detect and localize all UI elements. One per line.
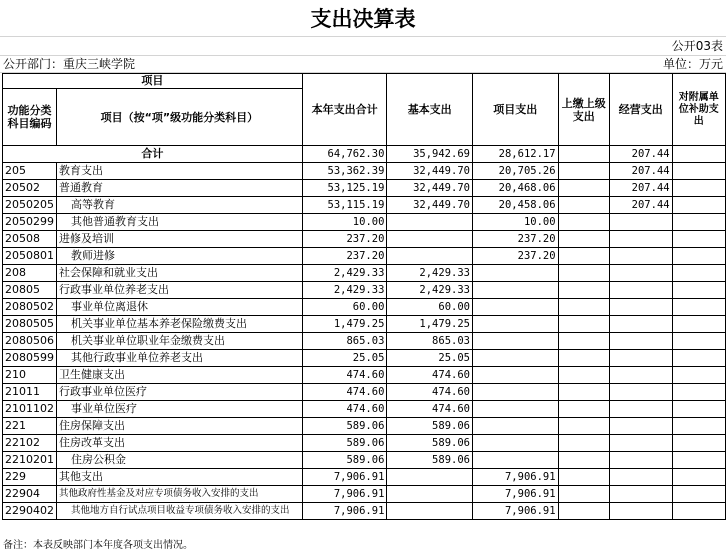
subsidy-cell xyxy=(672,503,725,520)
department-label: 公开部门：重庆三峡学院 xyxy=(3,57,136,71)
upper-cell xyxy=(558,384,609,401)
name-cell: 机关事业单位职业年金缴费支出 xyxy=(57,333,303,350)
subsidy-cell xyxy=(672,197,725,214)
header-business: 经营支出 xyxy=(609,74,672,146)
business-cell: 207.44 xyxy=(609,163,672,180)
name-cell: 事业单位医疗 xyxy=(57,401,303,418)
subsidy-cell xyxy=(672,435,725,452)
name-cell: 住房改革支出 xyxy=(57,435,303,452)
table-code: 公开03表 xyxy=(671,39,723,53)
code-cell: 221 xyxy=(3,418,57,435)
table-row xyxy=(3,299,726,316)
name-cell: 其他普通教育支出 xyxy=(57,214,303,231)
table-row xyxy=(3,214,726,231)
business-cell xyxy=(609,384,672,401)
business-cell xyxy=(609,265,672,282)
project-cell xyxy=(472,435,558,452)
business-cell xyxy=(609,486,672,503)
basic-cell xyxy=(387,469,473,486)
name-cell: 事业单位离退休 xyxy=(57,299,303,316)
upper-cell xyxy=(558,231,609,248)
subsidy-cell xyxy=(672,146,725,163)
table-row xyxy=(3,180,726,197)
upper-cell xyxy=(558,367,609,384)
subsidy-cell xyxy=(672,418,725,435)
upper-cell xyxy=(558,163,609,180)
upper-cell xyxy=(558,452,609,469)
total-cell: 53,125.19 xyxy=(302,180,387,197)
basic-cell: 865.03 xyxy=(387,333,473,350)
code-cell: 210 xyxy=(3,367,57,384)
code-cell: 22904 xyxy=(3,486,57,503)
name-cell: 其他地方自行试点项目收益专项债务收入安排的支出 xyxy=(57,503,303,520)
subsidy-cell xyxy=(672,401,725,418)
upper-cell xyxy=(558,486,609,503)
name-cell: 住房保障支出 xyxy=(57,418,303,435)
business-cell xyxy=(609,248,672,265)
name-cell: 其他支出 xyxy=(57,469,303,486)
name-cell: 教育支出 xyxy=(57,163,303,180)
basic-cell: 32,449.70 xyxy=(387,180,473,197)
subsidy-cell xyxy=(672,469,725,486)
code-cell: 2080506 xyxy=(3,333,57,350)
code-cell: 229 xyxy=(3,469,57,486)
subsidy-cell xyxy=(672,265,725,282)
basic-cell: 2,429.33 xyxy=(387,265,473,282)
upper-cell xyxy=(558,418,609,435)
basic-cell xyxy=(387,486,473,503)
footnote: 备注：本表反映部门本年度各项支出情况。 xyxy=(3,540,193,551)
code-cell: 2050299 xyxy=(3,214,57,231)
business-cell xyxy=(609,299,672,316)
total-cell: 474.60 xyxy=(302,401,387,418)
basic-cell: 589.06 xyxy=(387,452,473,469)
subsidy-cell xyxy=(672,486,725,503)
business-cell xyxy=(609,452,672,469)
header-upper: 上缴上级支出 xyxy=(558,74,609,146)
project-cell: 28,612.17 xyxy=(472,146,558,163)
project-cell: 20,705.26 xyxy=(472,163,558,180)
upper-cell xyxy=(558,180,609,197)
business-cell xyxy=(609,316,672,333)
table-row xyxy=(3,486,726,503)
project-cell xyxy=(472,418,558,435)
total-cell: 25.05 xyxy=(302,350,387,367)
project-cell xyxy=(472,265,558,282)
project-cell xyxy=(472,282,558,299)
project-cell xyxy=(472,384,558,401)
total-cell: 237.20 xyxy=(302,248,387,265)
upper-cell xyxy=(558,265,609,282)
header-subsidy: 对附属单位补助支出 xyxy=(672,74,725,146)
business-cell: 207.44 xyxy=(609,146,672,163)
name-cell: 进修及培训 xyxy=(57,231,303,248)
project-cell: 7,906.91 xyxy=(472,469,558,486)
basic-cell: 1,479.25 xyxy=(387,316,473,333)
name-cell: 高等教育 xyxy=(57,197,303,214)
project-cell xyxy=(472,367,558,384)
basic-cell: 589.06 xyxy=(387,418,473,435)
basic-cell: 474.60 xyxy=(387,384,473,401)
upper-cell xyxy=(558,197,609,214)
total-cell: 2,429.33 xyxy=(302,265,387,282)
upper-cell xyxy=(558,299,609,316)
total-cell: 64,762.30 xyxy=(302,146,387,163)
total-cell: 7,906.91 xyxy=(302,469,387,486)
header-item: 项目 xyxy=(3,74,303,89)
header-code: 功能分类科目编码 xyxy=(3,89,57,146)
code-cell: 22102 xyxy=(3,435,57,452)
project-cell xyxy=(472,452,558,469)
upper-cell xyxy=(558,469,609,486)
subsidy-cell xyxy=(672,452,725,469)
project-cell: 10.00 xyxy=(472,214,558,231)
total-cell: 7,906.91 xyxy=(302,503,387,520)
gridline xyxy=(0,36,726,37)
header-total: 本年支出合计 xyxy=(302,74,387,146)
subsidy-cell xyxy=(672,350,725,367)
table-row xyxy=(3,197,726,214)
name-cell: 行政事业单位养老支出 xyxy=(57,282,303,299)
code-cell: 2080505 xyxy=(3,316,57,333)
subsidy-cell xyxy=(672,282,725,299)
project-cell xyxy=(472,350,558,367)
table-row xyxy=(3,350,726,367)
business-cell xyxy=(609,333,672,350)
basic-cell: 32,449.70 xyxy=(387,163,473,180)
upper-cell xyxy=(558,316,609,333)
table-row xyxy=(3,503,726,520)
table-row xyxy=(3,367,726,384)
upper-cell xyxy=(558,401,609,418)
name-cell: 住房公积金 xyxy=(57,452,303,469)
upper-cell xyxy=(558,503,609,520)
code-cell: 2080599 xyxy=(3,350,57,367)
subsidy-cell xyxy=(672,180,725,197)
code-cell: 2050205 xyxy=(3,197,57,214)
basic-cell: 474.60 xyxy=(387,367,473,384)
name-cell: 卫生健康支出 xyxy=(57,367,303,384)
business-cell xyxy=(609,231,672,248)
total-cell: 589.06 xyxy=(302,435,387,452)
total-cell: 53,115.19 xyxy=(302,197,387,214)
name-cell: 机关事业单位基本养老保险缴费支出 xyxy=(57,316,303,333)
table-row xyxy=(3,231,726,248)
code-cell: 2210201 xyxy=(3,452,57,469)
name-cell: 教师进修 xyxy=(57,248,303,265)
project-cell xyxy=(472,299,558,316)
name-cell: 普通教育 xyxy=(57,180,303,197)
subsidy-cell xyxy=(672,333,725,350)
code-cell: 2290402 xyxy=(3,503,57,520)
basic-cell xyxy=(387,503,473,520)
upper-cell xyxy=(558,248,609,265)
project-cell: 237.20 xyxy=(472,231,558,248)
name-cell: 其他政府性基金及对应专项债务收入安排的支出 xyxy=(57,486,303,503)
subsidy-cell xyxy=(672,384,725,401)
table-row xyxy=(3,469,726,486)
basic-cell xyxy=(387,248,473,265)
business-cell xyxy=(609,435,672,452)
header-project: 项目支出 xyxy=(472,74,558,146)
basic-cell: 60.00 xyxy=(387,299,473,316)
code-cell: 2080502 xyxy=(3,299,57,316)
table-row xyxy=(3,248,726,265)
code-cell: 205 xyxy=(3,163,57,180)
total-cell: 474.60 xyxy=(302,367,387,384)
business-cell xyxy=(609,214,672,231)
basic-cell: 32,449.70 xyxy=(387,197,473,214)
table-row xyxy=(3,333,726,350)
total-cell: 237.20 xyxy=(302,231,387,248)
total-row xyxy=(3,146,726,163)
project-cell xyxy=(472,316,558,333)
upper-cell xyxy=(558,435,609,452)
total-cell: 865.03 xyxy=(302,333,387,350)
business-cell: 207.44 xyxy=(609,197,672,214)
code-cell: 2050801 xyxy=(3,248,57,265)
total-cell: 474.60 xyxy=(302,384,387,401)
header-name: 项目（按“项”级功能分类科目） xyxy=(57,89,303,146)
project-cell: 7,906.91 xyxy=(472,503,558,520)
code-cell: 208 xyxy=(3,265,57,282)
business-cell xyxy=(609,469,672,486)
table-row xyxy=(3,265,726,282)
total-cell: 589.06 xyxy=(302,418,387,435)
total-cell: 10.00 xyxy=(302,214,387,231)
name-cell: 行政事业单位医疗 xyxy=(57,384,303,401)
business-cell: 207.44 xyxy=(609,180,672,197)
upper-cell xyxy=(558,146,609,163)
upper-cell xyxy=(558,214,609,231)
total-cell: 1,479.25 xyxy=(302,316,387,333)
subsidy-cell xyxy=(672,214,725,231)
subsidy-cell xyxy=(672,316,725,333)
upper-cell xyxy=(558,333,609,350)
basic-cell: 2,429.33 xyxy=(387,282,473,299)
project-cell: 20,458.06 xyxy=(472,197,558,214)
project-cell: 237.20 xyxy=(472,248,558,265)
page-title: 支出决算表 xyxy=(310,6,416,31)
table-row xyxy=(3,384,726,401)
expenditure-table xyxy=(2,73,726,520)
basic-cell: 25.05 xyxy=(387,350,473,367)
subsidy-cell xyxy=(672,367,725,384)
total-cell: 2,429.33 xyxy=(302,282,387,299)
basic-cell: 589.06 xyxy=(387,435,473,452)
project-cell: 7,906.91 xyxy=(472,486,558,503)
table-row xyxy=(3,418,726,435)
project-cell: 20,468.06 xyxy=(472,180,558,197)
code-cell: 20502 xyxy=(3,180,57,197)
upper-cell xyxy=(558,282,609,299)
total-cell: 7,906.91 xyxy=(302,486,387,503)
project-cell xyxy=(472,333,558,350)
upper-cell xyxy=(558,350,609,367)
header-basic: 基本支出 xyxy=(387,74,473,146)
total-cell: 60.00 xyxy=(302,299,387,316)
unit-label: 单位：万元 xyxy=(662,57,723,71)
subsidy-cell xyxy=(672,248,725,265)
subsidy-cell xyxy=(672,231,725,248)
business-cell xyxy=(609,503,672,520)
subsidy-cell xyxy=(672,299,725,316)
table-row xyxy=(3,452,726,469)
total-cell: 53,362.39 xyxy=(302,163,387,180)
code-cell: 20805 xyxy=(3,282,57,299)
code-cell: 2101102 xyxy=(3,401,57,418)
name-cell: 其他行政事业单位养老支出 xyxy=(57,350,303,367)
table-row xyxy=(3,435,726,452)
table-row xyxy=(3,316,726,333)
basic-cell xyxy=(387,214,473,231)
business-cell xyxy=(609,401,672,418)
total-label: 合计 xyxy=(3,146,303,163)
business-cell xyxy=(609,350,672,367)
table-row xyxy=(3,401,726,418)
project-cell xyxy=(472,401,558,418)
business-cell xyxy=(609,418,672,435)
business-cell xyxy=(609,282,672,299)
basic-cell: 35,942.69 xyxy=(387,146,473,163)
total-cell: 589.06 xyxy=(302,452,387,469)
subsidy-cell xyxy=(672,163,725,180)
code-cell: 20508 xyxy=(3,231,57,248)
code-cell: 21011 xyxy=(3,384,57,401)
name-cell: 社会保障和就业支出 xyxy=(57,265,303,282)
basic-cell: 474.60 xyxy=(387,401,473,418)
table-row xyxy=(3,163,726,180)
business-cell xyxy=(609,367,672,384)
table-row xyxy=(3,282,726,299)
gridline xyxy=(0,55,726,56)
basic-cell xyxy=(387,231,473,248)
